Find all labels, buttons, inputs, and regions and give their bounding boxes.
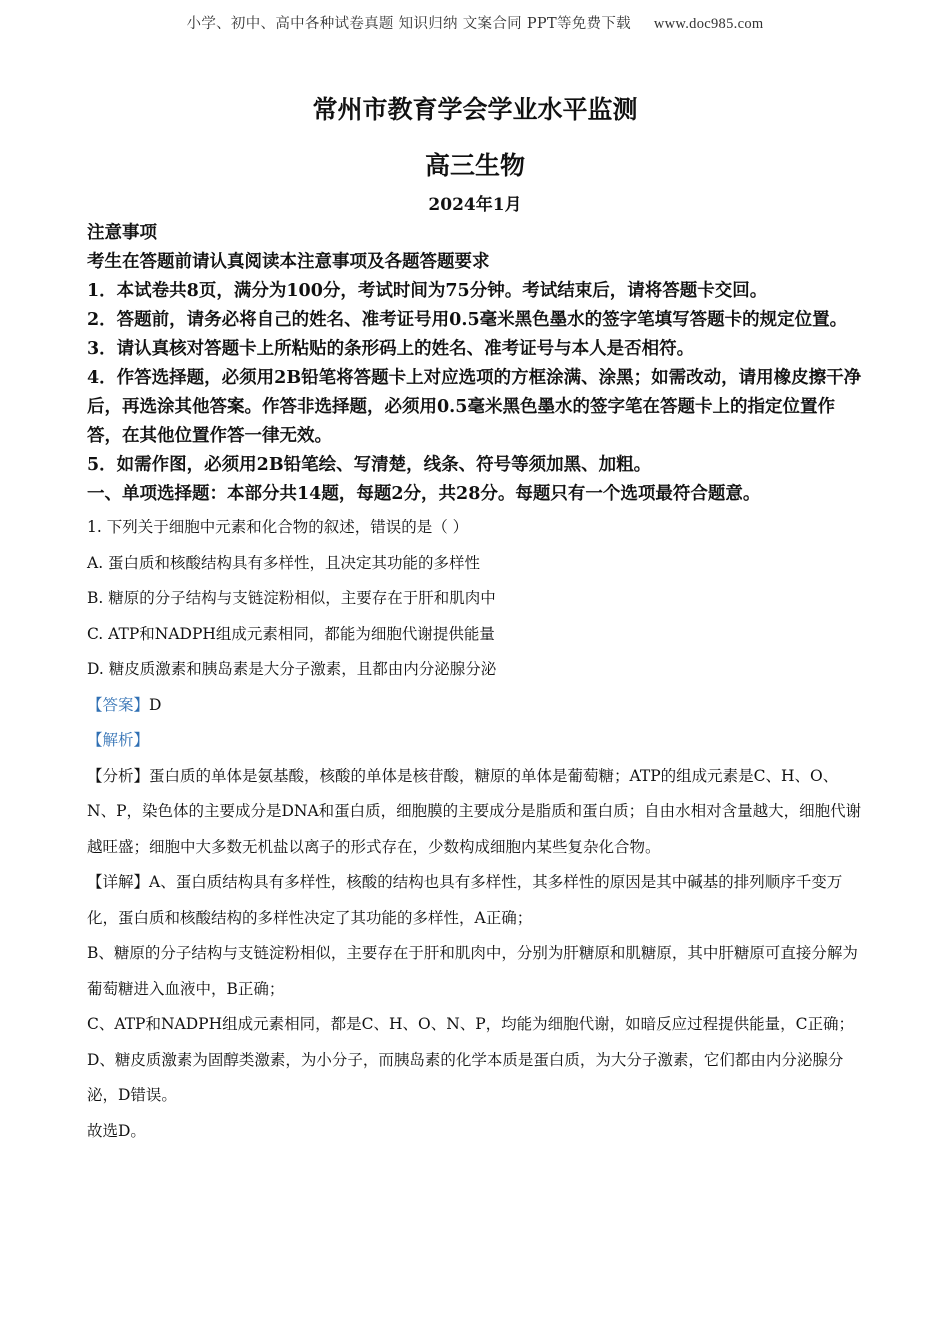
document-body — [87, 219, 867, 1149]
xiangjie-text-a: A、蛋白质结构具有多样性，核酸的结构也具有多样性，其多样性的原因是其中碱基的排列顺序千变万化，蛋白质和核酸结构的多样性决定了其功能的多样性，A正确； — [87, 873, 843, 927]
xiangjie-paragraph-c: C、ATP和NADPH组成元素相同，都是C、H、O、N、P，均能为细胞代谢，如暗反应过程提供能量，C正确； — [87, 1015, 855, 1033]
answer-line — [87, 688, 867, 724]
xiangjie-paragraph-a — [87, 865, 867, 936]
notice-heading: 注意事项 — [87, 223, 157, 243]
notice-item: 4．作答选择题，必须用2B铅笔将答题卡上对应选项的方框涂满、涂黑；如需改动，请用橡皮擦干净后，再选涂其他答案。作答非选择题，必须用0.5毫米黑色墨水的签字笔在答题卡上的指定位置作答，在其他位置作答一律无效。 — [87, 368, 862, 446]
option-a: A. 蛋白质和核酸结构具有多样性，且决定其功能的多样性 — [87, 553, 481, 572]
xiangjie-paragraph-b: B、糖原的分子结构与支链淀粉相似，主要存在于肝和肌肉中，分别为肝糖原和肌糖原，其中肝糖原可直接分解为葡萄糖进入血液中，B正确； — [87, 944, 858, 998]
fenxi-tag: 【分析】 — [87, 766, 150, 785]
option-c: C. ATP和NADPH组成元素相同，都能为细胞代谢提供能量 — [87, 624, 495, 643]
section-heading: 一、单项选择题：本部分共14题，每题2分，共28分。每题只有一个选项最符合题意。 — [87, 484, 761, 504]
page-header — [0, 12, 950, 33]
answer-value: D — [149, 695, 162, 714]
notice-intro: 考生在答题前请认真阅读本注意事项及各题答题要求 — [87, 252, 490, 272]
header-site: www.doc985.com — [653, 16, 764, 32]
option-d: D. 糖皮质激素和胰岛素是大分子激素，且都由内分泌腺分泌 — [87, 660, 497, 678]
exam-subject: 高三生物 — [424, 151, 525, 180]
conclusion: 故选D。 — [87, 1121, 146, 1140]
answer-tag: 【答案】 — [87, 695, 150, 714]
question-stem: 1. 下列关于细胞中元素和化合物的叙述，错误的是（ ） — [87, 518, 469, 536]
xiangjie-paragraph-d: D、糖皮质激素为固醇类激素，为小分子，而胰岛素的化学本质是蛋白质，为大分子激素，它们都由内分泌腺分泌，D错误。 — [87, 1050, 844, 1104]
exam-date: 2024年1月 — [428, 195, 522, 215]
header-text: 小学、初中、高中各种试卷真题 知识归纳 文案合同 PPT等免费下载 — [186, 16, 631, 32]
xiangjie-tag: 【详解】 — [87, 873, 150, 891]
notice-item: 3．请认真核对答题卡上所粘贴的条形码上的姓名、准考证号与本人是否相符。 — [87, 339, 695, 359]
fenxi-text: 蛋白质的单体是氨基酸，核酸的单体是核苷酸，糖原的单体是葡萄糖；ATP的组成元素是C、H、O、N、P，染色体的主要成分是DNA和蛋白质，细胞膜的主要成分是脂质和蛋白质；自由水相对含量越大，细胞代谢越旺盛；细胞中大多数无机盐以离子的形式存在，少数构成细胞内某些复杂化合物。 — [87, 766, 862, 856]
analysis-tag: 【解析】 — [87, 731, 150, 749]
notice-item: 1．本试卷共8页，满分为100分，考试时间为75分钟。考试结束后，请将答题卡交回。 — [87, 281, 768, 301]
fenxi-paragraph — [87, 759, 867, 866]
notice-item: 2．答题前，请务必将自己的姓名、准考证号用0.5毫米黑色墨水的签字笔填写答题卡的规定位置。 — [87, 310, 848, 330]
option-b: B. 糖原的分子结构与支链淀粉相似，主要存在于肝和肌肉中 — [87, 589, 496, 607]
notice-item: 5．如需作图，必须用2B铅笔绘、写清楚，线条、符号等须加黑、加粗。 — [87, 455, 652, 475]
exam-title: 常州市教育学会学业水平监测 — [312, 95, 638, 124]
